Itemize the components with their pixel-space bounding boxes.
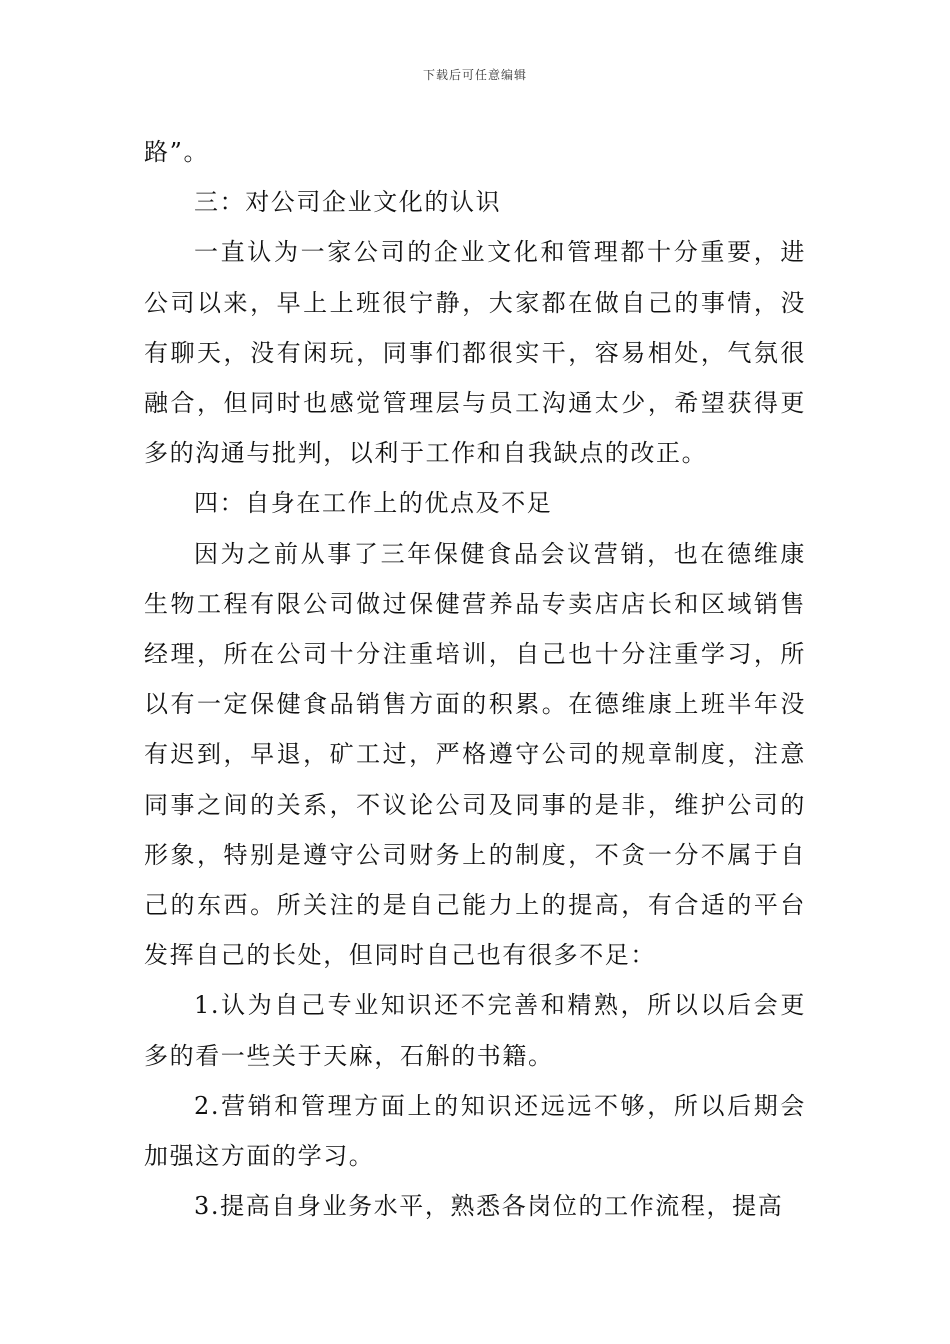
page-header: 下载后可任意编辑	[422, 68, 527, 82]
paragraph-strengths: 因为之前从事了三年保健食品会议营销，也在德维康生物工程有限公司做过保健营养品专卖店店长和区域销售经理，所在公司十分注重培训，自己也十分注重学习，所以有一定保健食品销售方面的积累。在德维康上班半年没有迟到，早退，矿工过，严格遵守公司的规章制度，注意同事之间的关系，不议论公司及同事的是非，维护公司的形象，特别是遵守公司财务上的制度，不贪一分不属于自己的东西。所关注的是自己能力上的提高，有合适的平台发挥自己的长处，但同时自己也有很多不足：	[144, 539, 806, 970]
list-item-1: 1.认为自己专业知识还不完善和精熟，所以以后会更多的看一些关于天麻，石斛的书籍。	[144, 991, 806, 1070]
paragraph-continuation: 路”。	[144, 138, 210, 166]
section-heading-3: 三：对公司企业文化的认识	[194, 188, 502, 217]
list-item-2: 2.营销和管理方面上的知识还远远不够，所以后期会加强这方面的学习。	[144, 1091, 806, 1171]
list-item-3: 3.提高自身业务水平，熟悉各岗位的工作流程，提高	[194, 1192, 784, 1221]
paragraph-culture: 一直认为一家公司的企业文化和管理都十分重要，进公司以来，早上上班很宁静，大家都在做自己的事情，没有聊天，没有闲玩，同事们都很实干，容易相处，气氛很融合，但同时也感觉管理层与员工沟通太少，希望获得更多的沟通与批判，以利于工作和自我缺点的改正。	[144, 238, 806, 468]
document-body	[144, 127, 806, 1231]
section-heading-4: 四：自身在工作上的优点及不足	[194, 489, 553, 518]
